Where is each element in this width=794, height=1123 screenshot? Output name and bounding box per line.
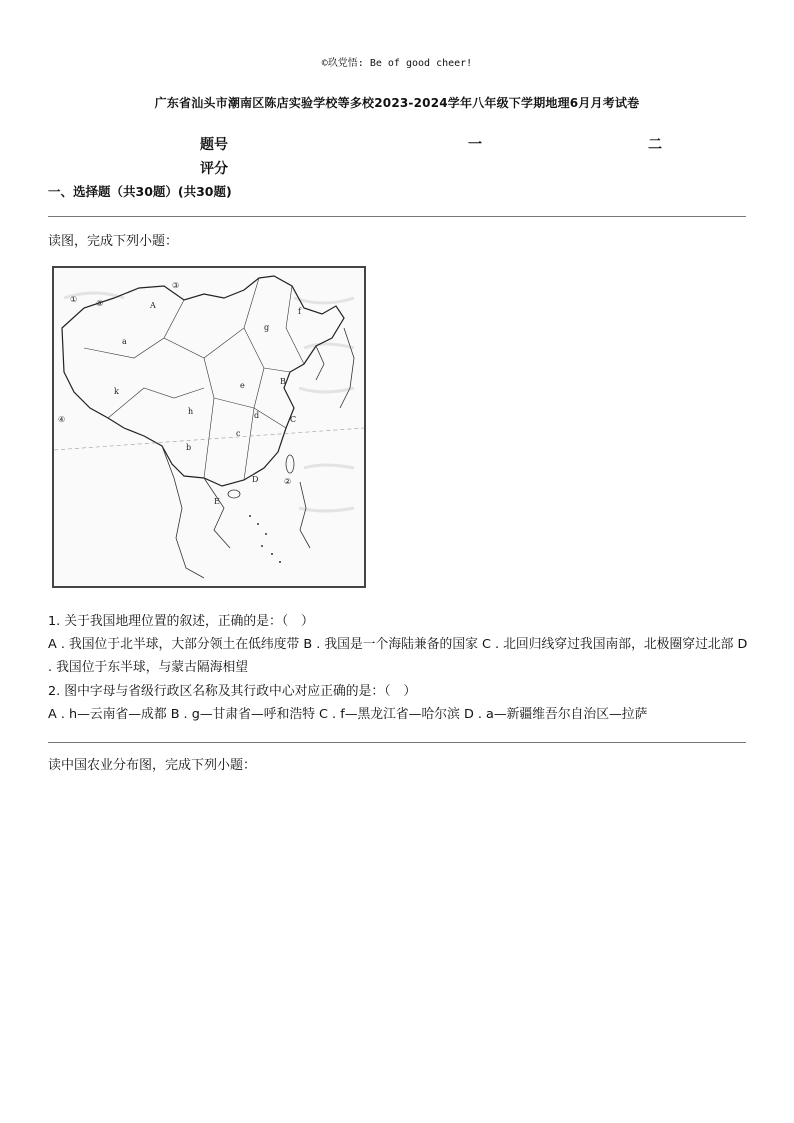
group-1-instruction: 读图，完成下列小题： [48, 234, 179, 249]
score-row-label-score: 评分 [200, 161, 228, 177]
question-2-options: A . h—云南省—成都 B . g—甘肃省—呼和浩特 C . f—黑龙江省—哈尔滨 D . a—新疆维吾尔自治区—拉萨 [48, 707, 648, 722]
group-2-instruction: 读中国农业分布图，完成下列小题： [48, 758, 257, 773]
score-row-label-number: 题号 [200, 137, 228, 153]
map-label-B: B [280, 377, 286, 386]
map-label-A: A [150, 301, 156, 310]
map-label-b: b [186, 443, 192, 452]
map-circled-5: ⑤ [96, 299, 104, 308]
question-1-options: A . 我国位于北半球，大部分领土在低纬度带 B . 我国是一个海陆兼备的国家 C . 北回归线穿过我国南部，北极圈穿过北部 D . 我国位于东半球，与蒙古隔海相望 [48, 637, 748, 675]
map-circled-2: ② [284, 477, 292, 486]
question-2-stem: 2. 图中字母与省级行政区名称及其行政中心对应正确的是：（ ） [48, 684, 417, 699]
map-circled-3: ③ [172, 281, 180, 290]
divider [48, 742, 746, 743]
score-col-1: 一 [468, 137, 482, 153]
map-label-h: h [188, 407, 194, 416]
map-label-E: E [214, 497, 220, 506]
map-label-e: e [240, 381, 245, 390]
map-label-k: k [114, 387, 119, 396]
question-1 [48, 610, 748, 679]
exam-title: 广东省汕头市潮南区陈店实验学校等多校2023-2024学年八年级下学期地理6月月考试卷 [154, 96, 640, 110]
map-label-g: g [264, 323, 270, 332]
map-label-a: a [122, 337, 127, 346]
map-circled-1: ① [70, 295, 78, 304]
question-2 [48, 680, 748, 726]
question-1-stem: 1. 关于我国地理位置的叙述，正确的是：（ ） [48, 614, 314, 629]
divider [48, 216, 746, 217]
section-title: 一、选择题（共30题）(共30题) [48, 184, 232, 199]
china-map-figure [52, 266, 366, 588]
map-label-C: C [290, 415, 297, 424]
map-label-c: c [236, 429, 241, 438]
header-note: ©玖党悟: Be of good cheer! [321, 58, 473, 69]
china-map [54, 268, 364, 586]
map-circled-4: ④ [58, 415, 66, 424]
score-col-2: 二 [648, 137, 662, 153]
map-label-d: d [254, 411, 260, 420]
map-label-D: D [252, 475, 259, 484]
map-label-f: f [298, 307, 301, 316]
